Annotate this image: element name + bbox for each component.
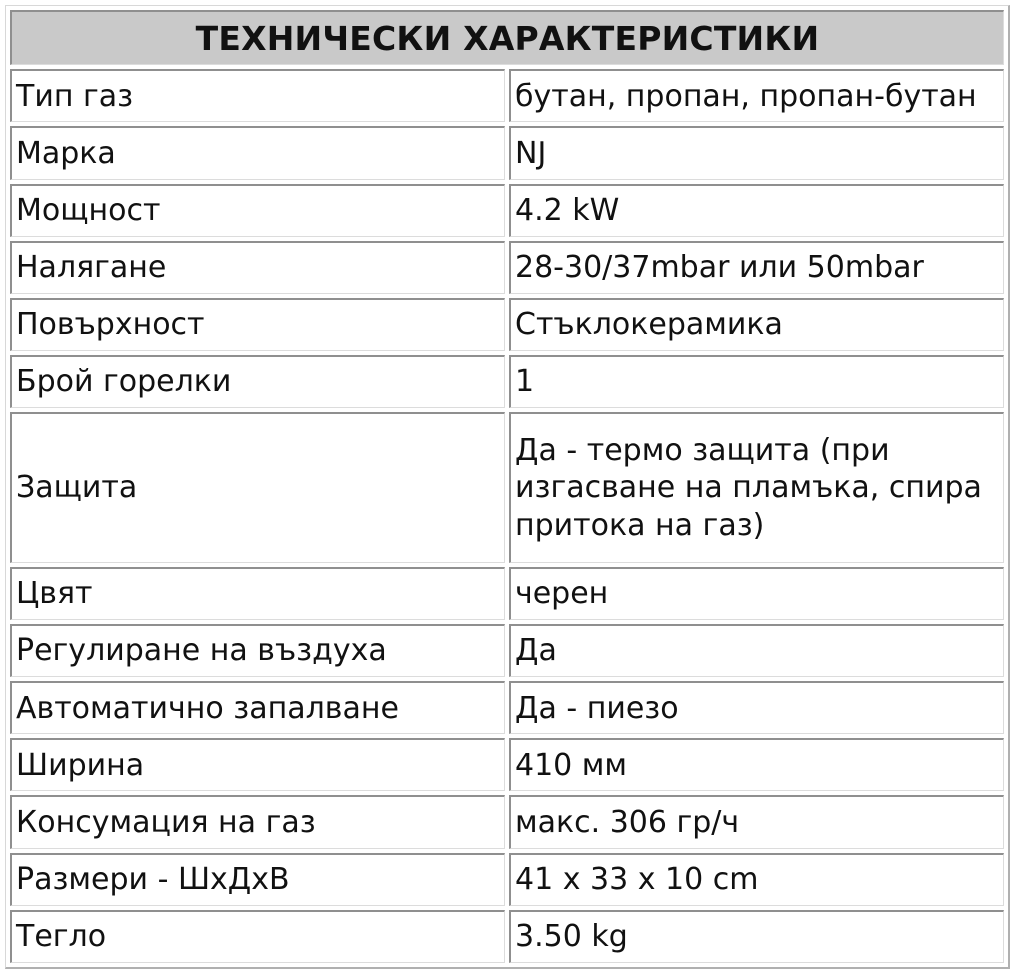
table-row — [10, 567, 1004, 620]
spec-label: Регулиране на въздуха — [10, 624, 505, 677]
table-row — [10, 69, 1004, 122]
spec-label: Марка — [10, 126, 505, 179]
table-row — [10, 298, 1004, 351]
table-row — [10, 681, 1004, 734]
spec-label: Размери - ШхДхВ — [10, 853, 505, 906]
spec-value: 28-30/37mbar или 50mbar — [509, 241, 1004, 294]
table-row — [10, 412, 1004, 563]
spec-value: 410 мм — [509, 738, 1004, 791]
table-header-row — [10, 10, 1004, 65]
spec-value: 1 — [509, 355, 1004, 408]
table-row — [10, 184, 1004, 237]
spec-label: Повърхност — [10, 298, 505, 351]
spec-table — [6, 6, 1008, 967]
spec-label: Мощност — [10, 184, 505, 237]
spec-value: Да - термо защита (при изгасване на пламъка, спира притока на газ) — [509, 412, 1004, 563]
table-row — [10, 853, 1004, 906]
spec-label: Тегло — [10, 910, 505, 963]
spec-label: Ширина — [10, 738, 505, 791]
spec-value: черен — [509, 567, 1004, 620]
table-row — [10, 624, 1004, 677]
spec-value: NJ — [509, 126, 1004, 179]
spec-label: Брой горелки — [10, 355, 505, 408]
table-row — [10, 241, 1004, 294]
spec-value: Да - пиезо — [509, 681, 1004, 734]
spec-label: Налягане — [10, 241, 505, 294]
spec-value: Да — [509, 624, 1004, 677]
spec-value: 41 х 33 х 10 cm — [509, 853, 1004, 906]
table-row — [10, 126, 1004, 179]
table-row — [10, 738, 1004, 791]
spec-label: Консумация на газ — [10, 795, 505, 848]
spec-value: Стъклокерамика — [509, 298, 1004, 351]
spec-value: макс. 306 гр/ч — [509, 795, 1004, 848]
spec-value: 4.2 kW — [509, 184, 1004, 237]
spec-label: Тип газ — [10, 69, 505, 122]
spec-value: бутан, пропан, пропан-бутан — [509, 69, 1004, 122]
spec-label: Защита — [10, 412, 505, 563]
table-row — [10, 355, 1004, 408]
spec-label: Автоматично запалване — [10, 681, 505, 734]
spec-value: 3.50 kg — [509, 910, 1004, 963]
spec-label: Цвят — [10, 567, 505, 620]
spec-table-container — [5, 5, 1010, 969]
table-row — [10, 795, 1004, 848]
table-row — [10, 910, 1004, 963]
table-title: ТЕХНИЧЕСКИ ХАРАКТЕРИСТИКИ — [10, 10, 1004, 65]
